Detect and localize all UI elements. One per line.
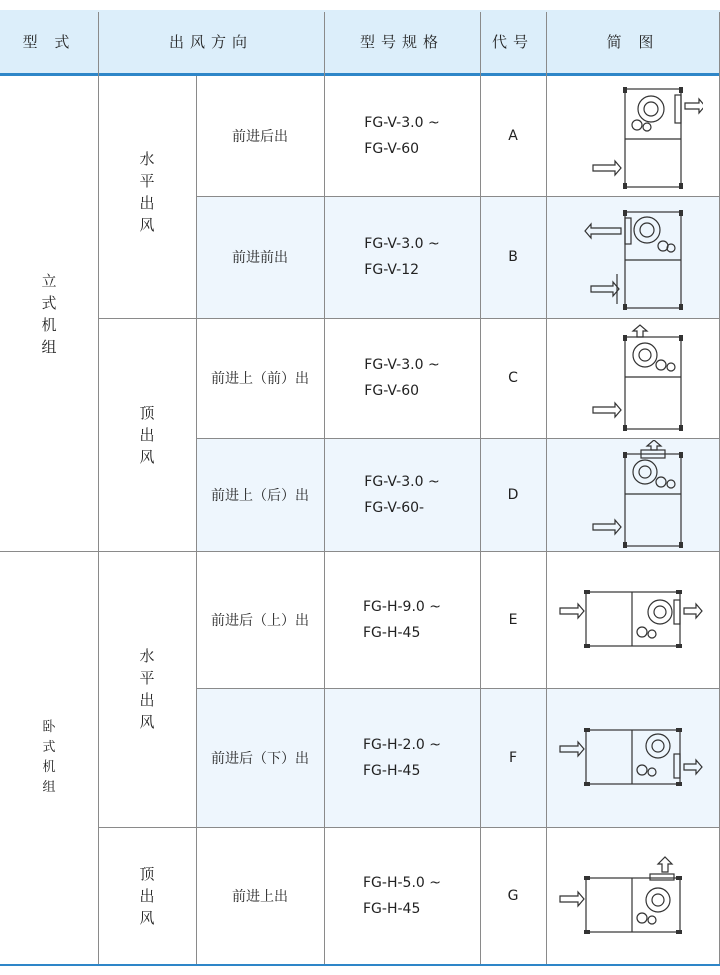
code-cell: G — [507, 887, 519, 904]
model-cell: FG-H-2.0 ~ FG-H-45 — [363, 736, 441, 779]
diagram-b — [546, 196, 720, 318]
unit-diagram-icon — [558, 848, 708, 944]
diagram-a — [546, 76, 720, 196]
diagram-c — [546, 318, 720, 438]
direction-cell: 前进上出 — [232, 888, 288, 905]
unit-diagram-icon — [563, 323, 703, 433]
model-cell: FG-V-3.0 ~ FG-V-12 — [364, 236, 440, 278]
subgroup-horizontal-outlet: 水平出风 — [139, 150, 155, 234]
header-direction: 出风方向 — [98, 10, 324, 76]
subgroup-horizontal-outlet: 水平出风 — [139, 647, 155, 731]
unit-diagram-icon — [558, 718, 708, 798]
unit-diagram-icon — [563, 440, 703, 550]
header-code: 代号 — [480, 10, 546, 76]
unit-diagram-icon — [563, 81, 703, 191]
direction-cell: 前进上（后）出 — [211, 487, 309, 504]
header-diagram: 简 图 — [546, 10, 720, 76]
unit-diagram-icon — [558, 580, 708, 660]
direction-cell: 前进后（下）出 — [211, 750, 309, 767]
code-cell: B — [508, 249, 518, 265]
type-horizontal-unit: 卧式机组 — [42, 719, 56, 795]
model-cell: FG-H-9.0 ~ FG-H-45 — [363, 598, 441, 641]
header-type: 型 式 — [0, 10, 98, 76]
code-cell: E — [508, 611, 518, 628]
table-bottom-rule — [0, 964, 720, 966]
diagram-g — [546, 827, 720, 964]
type-vertical-unit: 立式机组 — [41, 271, 57, 356]
direction-cell: 前进后出 — [232, 129, 288, 145]
code-cell: A — [508, 128, 518, 144]
diagram-d — [546, 438, 720, 551]
diagram-f — [546, 688, 720, 827]
code-cell: F — [508, 749, 518, 766]
code-cell: C — [508, 370, 518, 386]
model-cell: FG-V-3.0 ~ FG-V-60- — [364, 473, 440, 516]
subgroup-top-outlet: 顶出风 — [139, 403, 155, 466]
model-cell: FG-H-5.0 ~ FG-H-45 — [363, 874, 441, 917]
unit-diagram-icon — [563, 202, 703, 312]
direction-cell: 前进后（上）出 — [211, 612, 309, 629]
direction-cell: 前进前出 — [232, 250, 288, 266]
diagram-e — [546, 551, 720, 688]
model-cell: FG-V-3.0 ~ FG-V-60 — [364, 357, 440, 399]
direction-cell: 前进上（前）出 — [211, 371, 309, 387]
header-model: 型号规格 — [324, 10, 480, 76]
subgroup-top-outlet: 顶出风 — [139, 864, 155, 927]
model-cell: FG-V-3.0 ~ FG-V-60 — [364, 115, 440, 157]
code-cell: D — [507, 486, 519, 503]
